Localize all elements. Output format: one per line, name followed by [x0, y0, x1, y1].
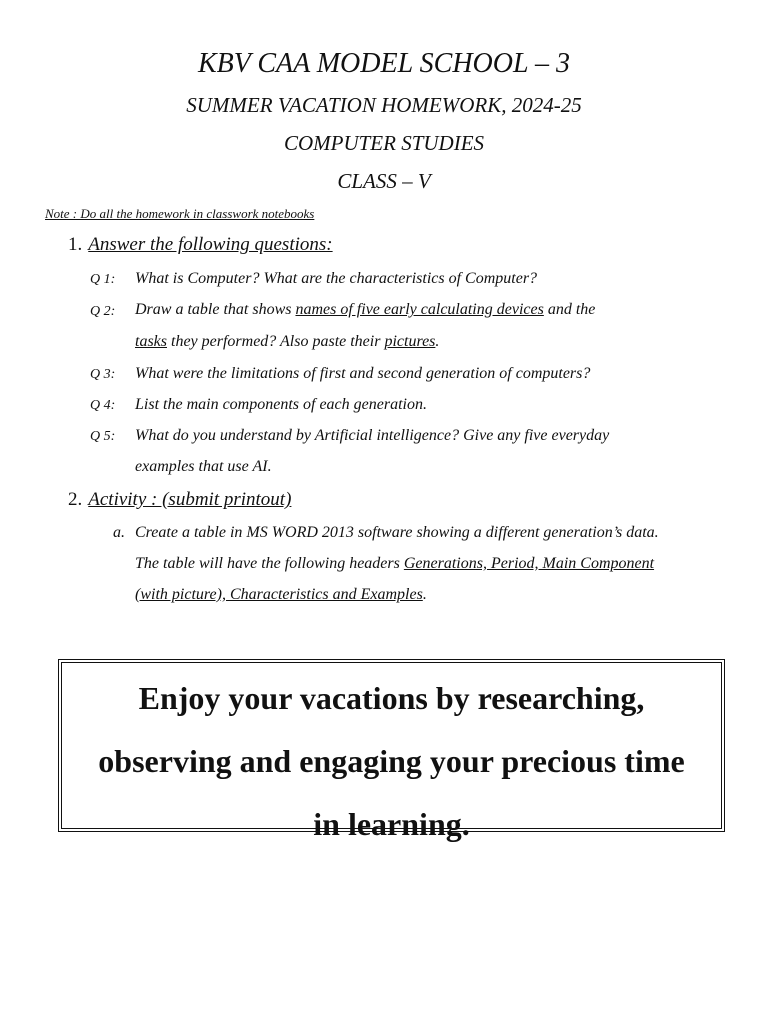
question-2-line-1 — [135, 301, 595, 319]
question-1-text: What is Computer? What are the characteristics of Computer? — [135, 270, 538, 287]
question-1-label: Q 1: — [90, 272, 116, 287]
question-2-text-d: . — [435, 333, 440, 350]
closing-message — [62, 667, 721, 856]
question-4-label: Q 4: — [90, 398, 116, 413]
question-2-text-a: Draw a table that shows — [135, 301, 296, 318]
question-2-line-2 — [135, 333, 439, 351]
activity-item-a-end: . — [422, 586, 427, 603]
question-5-line-2: examples that use AI. — [135, 458, 272, 475]
activity-item-a-line-2 — [135, 555, 654, 573]
class-title: CLASS – V — [337, 169, 431, 193]
activity-item-a-line-1: Create a table in MS WORD 2013 software showing a different generation’s data. — [135, 524, 659, 541]
section-1-heading — [68, 234, 333, 256]
activity-item-a-text: The table will have the following headers — [135, 555, 404, 572]
question-2-underlined-pictures: pictures — [384, 333, 436, 350]
note: Note : Do all the homework in classwork notebooks — [45, 206, 315, 221]
section-2-title: Activity : (submit printout) — [88, 489, 292, 510]
activity-item-a-headers-2: (with picture), Characteristics and Examples — [135, 586, 423, 603]
closing-line-1: Enjoy your vacations by researching, — [138, 680, 645, 716]
question-2-underlined-tasks: tasks — [135, 333, 167, 350]
question-4-text: List the main components of each generation. — [135, 396, 427, 413]
question-3-text: What were the limitations of first and second generation of computers? — [135, 365, 591, 382]
question-2-label: Q 2: — [90, 304, 116, 319]
school-title: KBV CAA MODEL SCHOOL – 3 — [197, 48, 571, 79]
question-5-line-1: What do you understand by Artificial intelligence? Give any five everyday — [135, 427, 610, 444]
subject-title: COMPUTER STUDIES — [283, 131, 485, 155]
question-5-label: Q 5: — [90, 429, 116, 444]
section-2-heading — [68, 489, 291, 511]
section-1-number: 1. — [68, 234, 83, 255]
homework-title: SUMMER VACATION HOMEWORK, 2024-25 — [186, 93, 582, 117]
closing-message-box — [58, 659, 725, 842]
question-3-label: Q 3: — [90, 367, 116, 382]
section-1-title: Answer the following questions: — [88, 234, 333, 255]
section-2-number: 2. — [68, 489, 83, 510]
activity-item-a-headers-1: Generations, Period, Main Component — [403, 555, 655, 572]
activity-item-a-line-3 — [135, 586, 427, 604]
activity-item-a-label: a. — [113, 524, 125, 541]
question-2-text-b: and the — [543, 301, 596, 318]
closing-line-2: observing and engaging your precious time — [98, 743, 685, 779]
question-2-underlined-devices: names of five early calculating devices — [295, 301, 544, 318]
closing-line-3: in learning. — [313, 806, 470, 842]
question-2-text-c: they performed? Also paste their — [167, 333, 385, 350]
